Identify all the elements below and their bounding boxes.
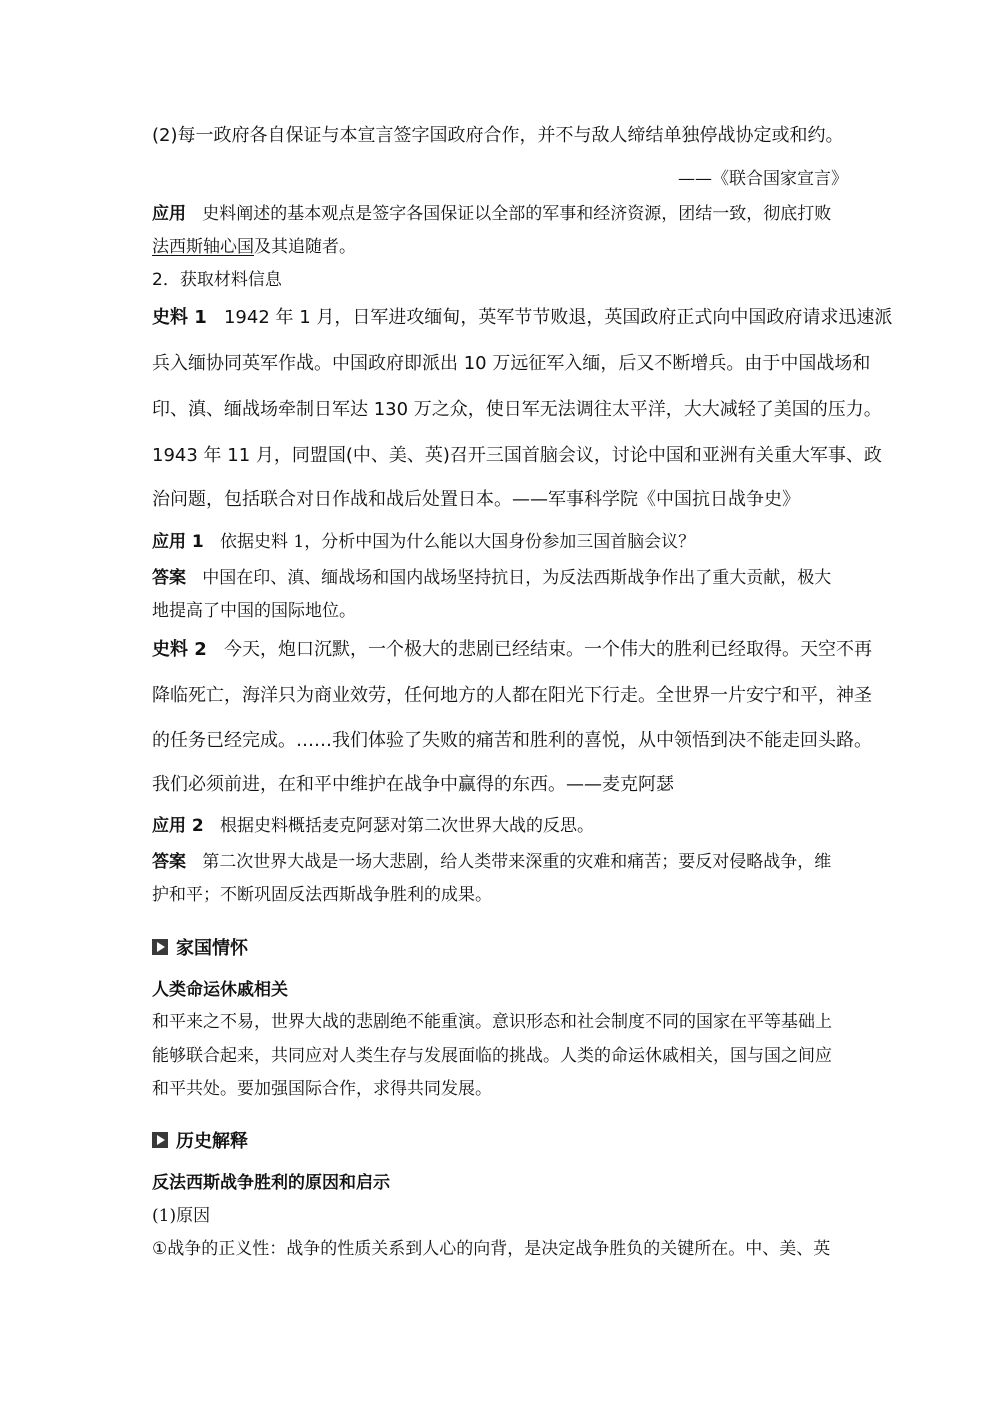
apply-paragraph-cont: 法西斯轴心国及其追随者。	[152, 237, 356, 257]
source-citation: ——《联合国家宣言》	[678, 169, 848, 189]
question-1-label: 应用 1	[152, 532, 204, 552]
underlined-term: 法西斯轴心国	[152, 237, 254, 257]
answer-2: 答案 第二次世界大战是一场大悲剧，给人类带来深重的灾难和痛苦；要反对侵略战争，维	[152, 852, 832, 872]
material-1-line: 1943 年 11 月，同盟国(中、美、英)召开三国首脑会议，讨论中国和亚洲有关重大军事、政	[152, 445, 882, 466]
material-1-label: 史料 1	[152, 307, 207, 328]
answer-2-label: 答案	[152, 852, 186, 872]
material-1-line: 史料 1 1942 年 1 月，日军进攻缅甸，英军节节败退，英国政府正式向中国政府请求迅速派	[152, 307, 893, 328]
section-jiaguo-title: 家国情怀	[176, 938, 248, 959]
history-subtitle: 反法西斯战争胜利的原因和启示	[152, 1173, 390, 1193]
question-1: 应用 1 依据史料 1，分析中国为什么能以大国身份参加三国首脑会议？	[152, 532, 696, 552]
section-history	[152, 1127, 248, 1153]
section-history-title: 历史解释	[176, 1131, 248, 1152]
jiaguo-line: 和平共处。要加强国际合作，求得共同发展。	[152, 1079, 492, 1099]
question-2: 应用 2 根据史料概括麦克阿瑟对第二次世界大战的反思。	[152, 816, 594, 836]
jiaguo-subtitle: 人类命运休戚相关	[152, 980, 288, 1000]
answer-1-label: 答案	[152, 568, 186, 588]
history-item-1: (1)原因	[152, 1206, 211, 1226]
material-2-line: 的任务已经完成。……我们体验了失败的痛苦和胜利的喜悦，从中领悟到决不能走回头路。	[152, 730, 872, 751]
material-1-line: 治问题，包括联合对日作战和战后处置日本。——军事科学院《中国抗日战争史》	[152, 489, 800, 510]
answer-1: 答案 中国在印、滇、缅战场和国内战场坚持抗日，为反法西斯战争作出了重大贡献，极大	[152, 568, 832, 588]
declaration-item-2: (2)每一政府各自保证与本宣言签字国政府合作，并不与敌人缔结单独停战协定或和约。	[152, 125, 844, 146]
section-jiaguo	[152, 934, 248, 960]
jiaguo-line: 能够联合起来，共同应对人类生存与发展面临的挑战。人类的命运休戚相关，国与国之间应	[152, 1046, 832, 1066]
material-2-line: 我们必须前进，在和平中维护在战争中赢得的东西。——麦克阿瑟	[152, 774, 674, 795]
apply-text: 史料阐述的基本观点是签字各国保证以全部的军事和经济资源，团结一致，彻底打败	[202, 204, 832, 224]
play-arrow-icon	[152, 939, 168, 955]
material-2-label: 史料 2	[152, 639, 207, 660]
material-1-line: 兵入缅协同英军作战。中国政府即派出 10 万远征军入缅，后又不断增兵。由于中国战场和	[152, 353, 871, 374]
material-1-line: 印、滇、缅战场牵制日军达 130 万之众，使日军无法调往太平洋，大大减轻了美国的压力。	[152, 399, 882, 420]
jiaguo-line: 和平来之不易，世界大战的悲剧绝不能重演。意识形态和社会制度不同的国家在平等基础上	[152, 1012, 832, 1032]
material-2-line: 史料 2 今天，炮口沉默，一个极大的悲剧已经结束。一个伟大的胜利已经取得。天空不再	[152, 639, 872, 660]
play-arrow-icon	[152, 1132, 168, 1148]
answer-1-cont: 地提高了中国的国际地位。	[152, 601, 356, 621]
material-2-line: 降临死亡，海洋只为商业效劳，任何地方的人都在阳光下行走。全世界一片安宁和平，神圣	[152, 685, 872, 706]
history-point-1: ①战争的正义性：战争的性质关系到人心的向背，是决定战争胜负的关键所在。中、美、英	[152, 1239, 831, 1259]
question-2-label: 应用 2	[152, 816, 204, 836]
apply-paragraph	[152, 202, 852, 226]
section-heading-2: 2．获取材料信息	[152, 270, 282, 290]
answer-2-cont: 护和平；不断巩固反法西斯战争胜利的成果。	[152, 885, 492, 905]
apply-label: 应用	[152, 204, 186, 224]
